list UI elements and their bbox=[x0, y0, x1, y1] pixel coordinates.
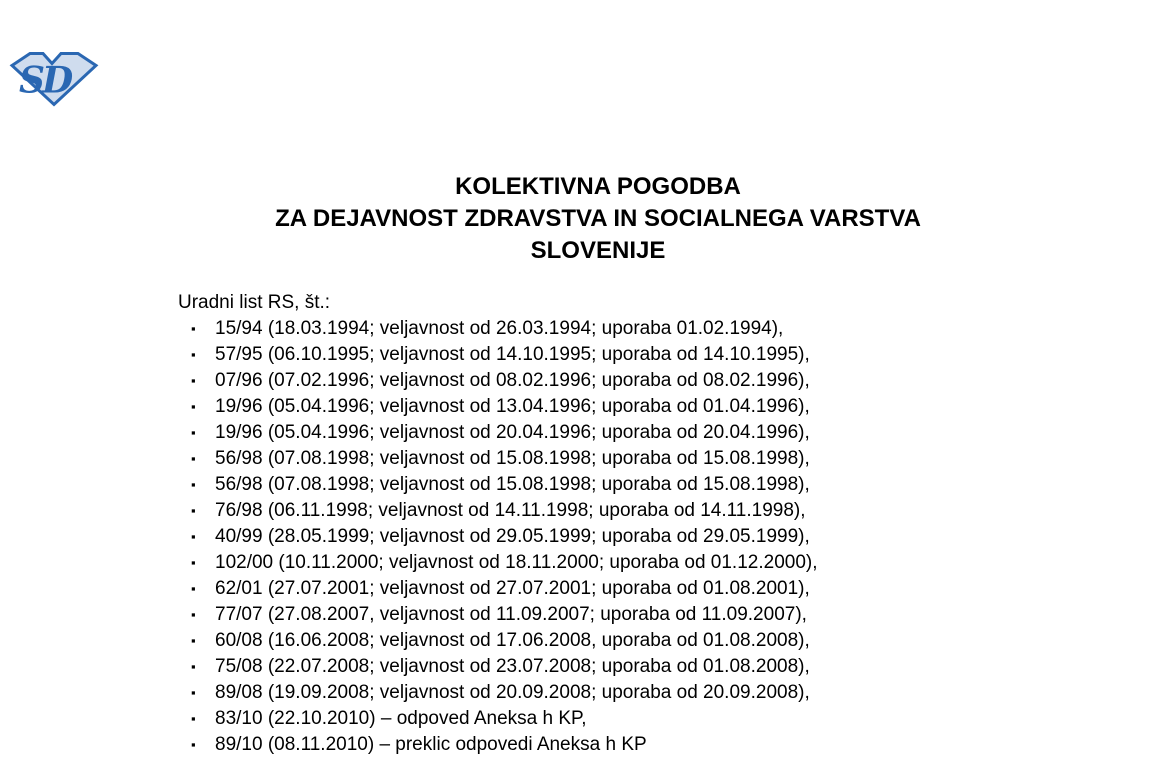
document-title bbox=[178, 171, 1018, 267]
bullet-icon: ▪ bbox=[191, 477, 196, 492]
list-item-text: 89/10 (08.11.2010) – preklic odpovedi Aneksa h KP bbox=[215, 734, 647, 755]
list-item bbox=[178, 706, 1038, 732]
list-item-text: 62/01 (27.07.2001; veljavnost od 27.07.2001; uporaba od 01.08.2001), bbox=[215, 578, 810, 599]
list-item-text: 40/99 (28.05.1999; veljavnost od 29.05.1999; uporaba od 29.05.1999), bbox=[215, 526, 810, 547]
document-body bbox=[178, 290, 1038, 758]
bullet-icon: ▪ bbox=[191, 685, 196, 700]
list-item bbox=[178, 732, 1038, 758]
list-item-text: 07/96 (07.02.1996; veljavnost od 08.02.1996; uporaba od 08.02.1996), bbox=[215, 370, 810, 391]
list-item bbox=[178, 446, 1038, 472]
list-item-text: 75/08 (22.07.2008; veljavnost od 23.07.2008; uporaba od 01.08.2008), bbox=[215, 656, 810, 677]
list-item bbox=[178, 498, 1038, 524]
list-item-text: 83/10 (22.10.2010) – odpoved Aneksa h KP, bbox=[215, 708, 587, 729]
list-item bbox=[178, 602, 1038, 628]
list-item-text: 89/08 (19.09.2008; veljavnost od 20.09.2008; uporaba od 20.09.2008), bbox=[215, 682, 810, 703]
gazette-list bbox=[178, 316, 1038, 758]
bullet-icon: ▪ bbox=[191, 633, 196, 648]
bullet-icon: ▪ bbox=[191, 425, 196, 440]
list-item-text: 60/08 (16.06.2008; veljavnost od 17.06.2008, uporaba od 01.08.2008), bbox=[215, 630, 810, 651]
bullet-icon: ▪ bbox=[191, 321, 196, 336]
bullet-icon: ▪ bbox=[191, 711, 196, 726]
bullet-icon: ▪ bbox=[191, 529, 196, 544]
list-item bbox=[178, 550, 1038, 576]
bullet-icon: ▪ bbox=[191, 373, 196, 388]
list-item-text: 77/07 (27.08.2007, veljavnost od 11.09.2007; uporaba od 11.09.2007), bbox=[215, 604, 807, 625]
bullet-icon: ▪ bbox=[191, 451, 196, 466]
list-item bbox=[178, 524, 1038, 550]
list-item bbox=[178, 342, 1038, 368]
list-item-text: 76/98 (06.11.1998; veljavnost od 14.11.1998; uporaba od 14.11.1998), bbox=[215, 500, 806, 521]
list-item-text: 15/94 (18.03.1994; veljavnost od 26.03.1994; uporaba 01.02.1994), bbox=[215, 318, 784, 339]
title-line-3: SLOVENIJE bbox=[530, 237, 666, 264]
title-line-1: KOLEKTIVNA POGODBA bbox=[455, 173, 741, 200]
bullet-icon: ▪ bbox=[191, 503, 196, 518]
list-item-text: 102/00 (10.11.2000; veljavnost od 18.11.2000; uporaba od 01.12.2000), bbox=[215, 552, 818, 573]
title-line-2: ZA DEJAVNOST ZDRAVSTVA IN SOCIALNEGA VARSTVA bbox=[275, 205, 921, 232]
bullet-icon: ▪ bbox=[191, 737, 196, 752]
list-item bbox=[178, 472, 1038, 498]
list-item bbox=[178, 394, 1038, 420]
list-item bbox=[178, 628, 1038, 654]
list-item bbox=[178, 680, 1038, 706]
list-item bbox=[178, 576, 1038, 602]
bullet-icon: ▪ bbox=[191, 347, 196, 362]
list-item-text: 19/96 (05.04.1996; veljavnost od 13.04.1996; uporaba od 01.04.1996), bbox=[215, 396, 810, 417]
list-item bbox=[178, 420, 1038, 446]
intro-line: Uradni list RS, št.: bbox=[178, 292, 331, 313]
bullet-icon: ▪ bbox=[191, 399, 196, 414]
bullet-icon: ▪ bbox=[191, 607, 196, 622]
list-item bbox=[178, 316, 1038, 342]
list-item bbox=[178, 654, 1038, 680]
list-item-text: 56/98 (07.08.1998; veljavnost od 15.08.1998; uporaba od 15.08.1998), bbox=[215, 474, 810, 495]
bullet-icon: ▪ bbox=[191, 555, 196, 570]
bullet-icon: ▪ bbox=[191, 659, 196, 674]
list-item-text: 56/98 (07.08.1998; veljavnost od 15.08.1998; uporaba od 15.08.1998), bbox=[215, 448, 810, 469]
list-item-text: 19/96 (05.04.1996; veljavnost od 20.04.1996; uporaba od 20.04.1996), bbox=[215, 422, 810, 443]
list-item bbox=[178, 368, 1038, 394]
sd-logo bbox=[10, 50, 98, 107]
logo-letters: SD bbox=[19, 59, 71, 102]
list-item-text: 57/95 (06.10.1995; veljavnost od 14.10.1995; uporaba od 14.10.1995), bbox=[215, 344, 810, 365]
bullet-icon: ▪ bbox=[191, 581, 196, 596]
